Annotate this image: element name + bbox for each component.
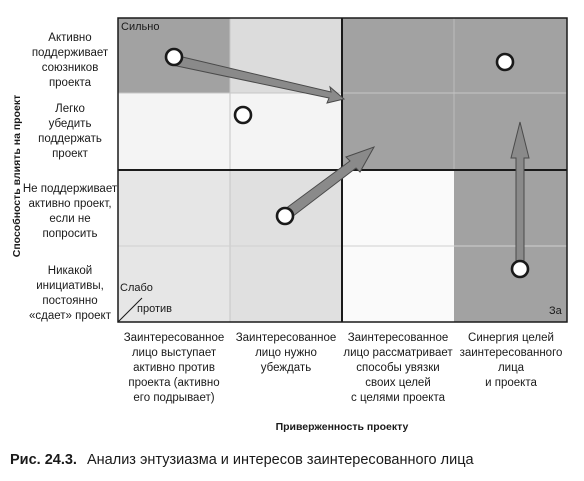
label-line: способы увязки xyxy=(356,362,440,374)
label-line: лицо рассматривает xyxy=(343,347,453,359)
stakeholder-marker-2 xyxy=(235,107,251,123)
label-line: Активно xyxy=(48,32,92,44)
label-line: союзников xyxy=(41,62,99,74)
label-line: активно против xyxy=(133,362,215,374)
label-line: с целями проекта xyxy=(351,392,445,404)
x-level-label-2 xyxy=(228,331,344,376)
figure-caption xyxy=(10,452,580,468)
label-line: Заинтересованное xyxy=(347,332,449,344)
label-line: активно проект, xyxy=(28,198,112,210)
label-line: поддерживает xyxy=(31,47,109,59)
y-axis-title: Способность влиять на проект xyxy=(11,94,23,258)
stakeholder-marker-5 xyxy=(512,261,528,277)
label-line: Синергия целей xyxy=(468,332,554,344)
label-line: лицо нужно xyxy=(255,347,317,359)
label-line: Заинтересованное xyxy=(123,332,225,344)
label-line: Заинтересованное xyxy=(235,332,337,344)
label-line: постоянно xyxy=(42,295,98,307)
label-line: убеждать xyxy=(260,362,312,374)
cell-mid-column-band-2 xyxy=(230,93,342,170)
label-line: и проекта xyxy=(485,377,537,389)
label-line: поддержать xyxy=(38,133,102,145)
corner-label-for: За xyxy=(549,305,562,317)
x-level-label-1 xyxy=(116,331,232,406)
label-line: попросить xyxy=(42,228,98,240)
stakeholder-marker-3 xyxy=(277,208,293,224)
label-line: «сдает» проект xyxy=(29,310,111,322)
label-line: Никакой xyxy=(47,265,93,277)
label-line: если не xyxy=(49,213,91,225)
corner-label-weak: Слабо xyxy=(120,282,153,294)
label-line: заинтересованного лица xyxy=(459,347,563,374)
stakeholder-marker-4 xyxy=(497,54,513,70)
x-level-label-4 xyxy=(448,331,574,391)
label-line: проект xyxy=(52,148,88,160)
label-line: Не поддерживает xyxy=(22,183,118,195)
figure-caption-label: Рис. 24.3. xyxy=(10,452,77,468)
x-axis-title: Приверженность проекту xyxy=(275,421,409,433)
label-line: лицо выступает xyxy=(131,347,217,359)
corner-label-against: против xyxy=(137,303,172,315)
x-level-label-3 xyxy=(338,331,458,406)
label-line: Легко xyxy=(55,103,85,115)
stakeholder-marker-1 xyxy=(166,49,182,65)
figure-caption-text: Анализ энтузиазма и интересов заинтересованного лица xyxy=(87,452,474,468)
label-line: проекта xyxy=(48,77,92,89)
corner-label-strong: Сильно xyxy=(121,21,160,33)
label-line: его подрывает) xyxy=(133,392,215,404)
label-line: инициативы, xyxy=(36,280,104,292)
label-line: своих целей xyxy=(365,377,431,389)
label-line: проекта (активно xyxy=(128,377,220,389)
label-line: убедить xyxy=(48,118,92,130)
